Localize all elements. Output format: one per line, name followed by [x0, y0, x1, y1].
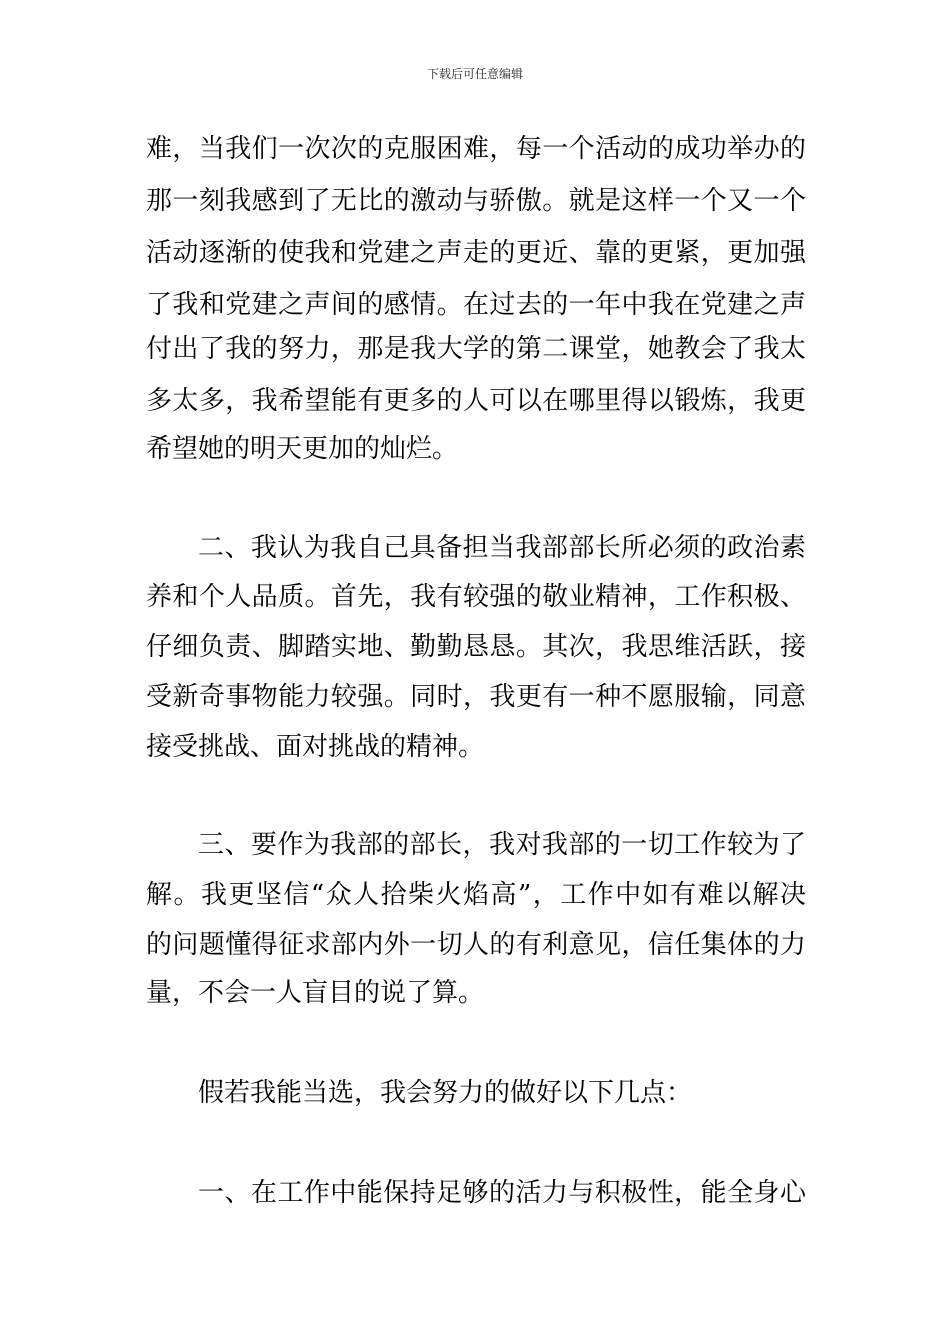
text-line: 了我和党建之声间的感情。在过去的一年中我在党建之声 — [146, 290, 806, 320]
text-line: 仔细负责、脚踏实地、勤勤恳恳。其次，我思维活跃，接 — [146, 632, 806, 662]
paragraph-first-line: 二、我认为我自己具备担当我部部长所必须的政治素 — [198, 533, 806, 563]
text-line: 养和个人品质。首先，我有较强的敬业精神，工作积极、 — [146, 582, 806, 612]
paragraph-first-line: 假若我能当选，我会努力的做好以下几点： — [198, 1078, 693, 1108]
text-line: 多太多，我希望能有更多的人可以在哪里得以锻炼，我更 — [146, 386, 806, 416]
text-line: 量，不会一人盲目的说了算。 — [146, 978, 485, 1008]
text-line: 受新奇事物能力较强。同时，我更有一种不愿服输，同意 — [146, 682, 806, 712]
text-line: 活动逐渐的使我和党建之声走的更近、靠的更紧，更加强 — [146, 238, 806, 268]
text-line: 付出了我的努力，那是我大学的第二课堂，她教会了我太 — [146, 334, 806, 364]
paragraph-first-line: 三、要作为我部的部长，我对我部的一切工作较为了 — [198, 830, 806, 860]
text-line: 接受挑战、面对挑战的精神。 — [146, 732, 485, 762]
text-line: 的问题懂得征求部内外一切人的有利意见，信任集体的力 — [146, 930, 806, 960]
paragraph-first-line: 一、在工作中能保持足够的活力与积极性，能全身心 — [198, 1178, 806, 1208]
text-line: 希望她的明天更加的灿烂。 — [146, 434, 459, 464]
text-line: 难，当我们一次次的克服困难，每一个活动的成功举办的 — [146, 134, 806, 164]
text-line: 解。我更坚信“众人拾柴火焰高”，工作中如有难以解决 — [146, 880, 806, 910]
page-header: 下载后可任意编辑 — [426, 67, 523, 81]
text-line: 那一刻我感到了无比的激动与骄傲。就是这样一个又一个 — [146, 186, 806, 216]
